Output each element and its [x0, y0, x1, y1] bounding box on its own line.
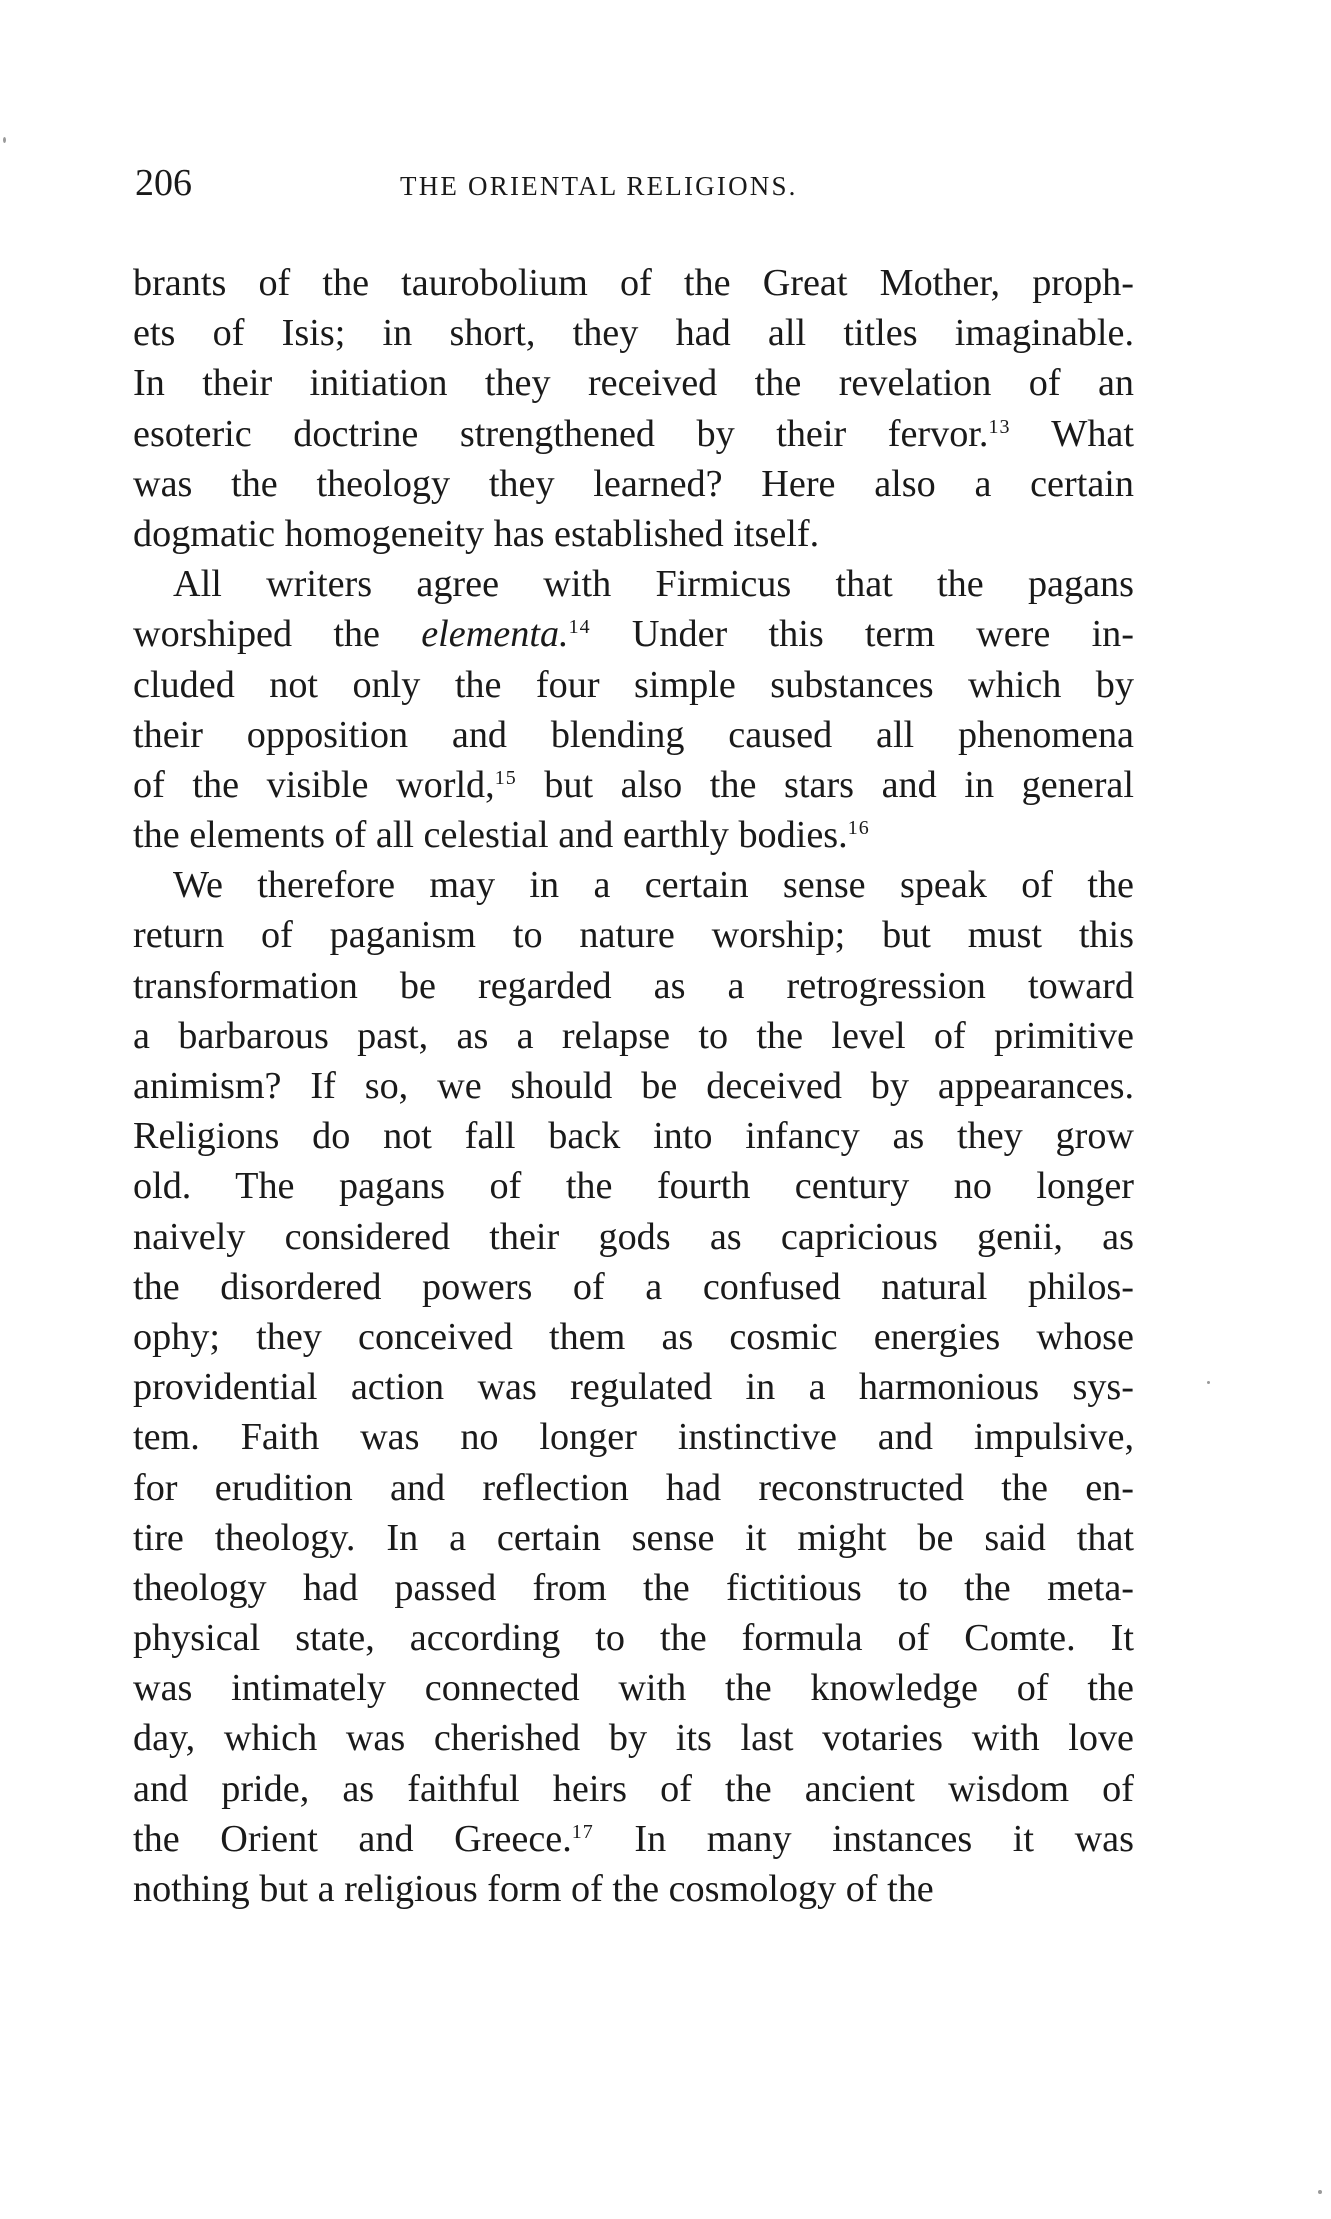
- line-text: tem. Faith was no longer instinctive and impulsive,: [133, 1416, 1134, 1459]
- line-text: ophy; they conceived them as cosmic energies whose: [133, 1315, 1134, 1358]
- line-text: physical state, according to the formula of Comte. It: [133, 1617, 1134, 1660]
- text-line: [133, 409, 1134, 459]
- line-text: In many instances it was: [593, 1817, 1134, 1860]
- text-line: [133, 1713, 1134, 1763]
- text-line: [133, 559, 1134, 609]
- line-text: the elements of all celestial and earthly bodies.: [133, 814, 848, 857]
- text-line: [133, 1212, 1134, 1262]
- scan-speck: [1318, 2190, 1322, 2194]
- line-text: return of paganism to nature worship; but must this: [133, 914, 1134, 957]
- text-line: [133, 1111, 1134, 1161]
- line-text: dogmatic homogeneity has established itself.: [133, 512, 820, 555]
- text-line: [133, 660, 1134, 710]
- page-number: 206: [135, 162, 192, 204]
- line-text: a barbarous past, as a relapse to the level of primitive: [133, 1014, 1134, 1057]
- paragraph: [133, 258, 1134, 559]
- text-line: [133, 1262, 1134, 1312]
- text-line: [133, 1513, 1134, 1563]
- text-line: [133, 1663, 1134, 1713]
- line-text: esoteric doctrine strengthened by their fervor.: [133, 412, 989, 455]
- line-text: the disordered powers of a confused natural philos-: [133, 1265, 1134, 1308]
- line-text: day, which was cherished by its last votaries with love: [133, 1717, 1134, 1760]
- text-line: [133, 1563, 1134, 1613]
- text-line: [133, 760, 1134, 810]
- line-text: providential action was regulated in a harmonious sys-: [133, 1366, 1134, 1409]
- text-line: [133, 910, 1134, 960]
- running-head: [135, 158, 1135, 208]
- footnote-marker: 13: [988, 415, 1011, 438]
- text-line: [133, 1613, 1134, 1663]
- text-line: [133, 1011, 1134, 1061]
- text-line: [133, 258, 1134, 308]
- text-line: [133, 1161, 1134, 1211]
- line-text: brants of the taurobolium of the Great Mother, proph-: [133, 262, 1134, 304]
- line-text: All writers agree with Firmicus that the pagans: [173, 563, 1134, 606]
- line-text: old. The pagans of the fourth century no longer: [133, 1165, 1134, 1208]
- line-text: their opposition and blending caused all phenomena: [133, 713, 1134, 756]
- line-text: tire theology. In a certain sense it might be said that: [133, 1516, 1134, 1559]
- text-line: [133, 609, 1134, 659]
- line-text: but also the stars and in general: [516, 763, 1134, 806]
- text-line: [133, 1864, 1134, 1914]
- text-line: [133, 810, 1134, 860]
- running-title: THE ORIENTAL RELIGIONS.: [400, 171, 798, 201]
- footnote-marker: 15: [494, 766, 517, 789]
- line-text: We therefore may in a certain sense speak of the: [173, 864, 1134, 907]
- line-text: worshiped the: [133, 613, 422, 656]
- text-line: [133, 509, 1134, 559]
- line-text: Religions do not fall back into infancy as they grow: [133, 1115, 1134, 1158]
- scan-speck: [1207, 1381, 1210, 1384]
- text-line: [133, 860, 1134, 910]
- line-text: ets of Isis; in short, they had all titles imaginable.: [133, 312, 1134, 355]
- text-line: [133, 1764, 1134, 1814]
- footnote-marker: 16: [847, 817, 870, 840]
- text-line: [133, 308, 1134, 358]
- text-line: [133, 961, 1134, 1011]
- text-line: [133, 1362, 1134, 1412]
- paragraph: [133, 559, 1134, 860]
- line-text: the Orient and Greece.: [133, 1817, 572, 1860]
- line-text: was intimately connected with the knowledge of the: [133, 1667, 1134, 1710]
- text-line: [133, 358, 1134, 408]
- line-text: animism? If so, we should be deceived by appearances.: [133, 1065, 1134, 1107]
- line-text: cluded not only the four simple substances which by: [133, 663, 1134, 706]
- text-line: [133, 1312, 1134, 1362]
- line-text: In their initiation they received the revelation of an: [133, 362, 1134, 405]
- text-line: [133, 710, 1134, 760]
- line-text: for erudition and reflection had reconstructed the en-: [133, 1466, 1134, 1509]
- line-text: nothing but a religious form of the cosmology of the: [133, 1868, 934, 1910]
- text-line: [133, 1061, 1134, 1111]
- line-text: and pride, as faithful heirs of the ancient wisdom of: [133, 1767, 1134, 1810]
- line-text: was the theology they learned? Here also a certain: [133, 462, 1134, 505]
- italic-term: elementa.: [421, 613, 569, 656]
- paragraph: [133, 860, 1134, 1914]
- text-line: [133, 459, 1134, 509]
- line-text: of the visible world,: [133, 763, 495, 806]
- footnote-marker: 17: [571, 1820, 594, 1843]
- text-line: [133, 1814, 1134, 1864]
- body-text: [133, 258, 1134, 1914]
- line-text: Under this term were in-: [590, 613, 1134, 656]
- line-text: naively considered their gods as capricious genii, as: [133, 1215, 1134, 1258]
- text-line: [133, 1463, 1134, 1513]
- line-text: theology had passed from the fictitious to the meta-: [133, 1566, 1134, 1609]
- scan-speck: [3, 137, 6, 143]
- line-text: transformation be regarded as a retrogression toward: [133, 964, 1134, 1007]
- line-text: What: [1010, 412, 1134, 455]
- footnote-marker: 14: [568, 616, 591, 639]
- text-line: [133, 1412, 1134, 1462]
